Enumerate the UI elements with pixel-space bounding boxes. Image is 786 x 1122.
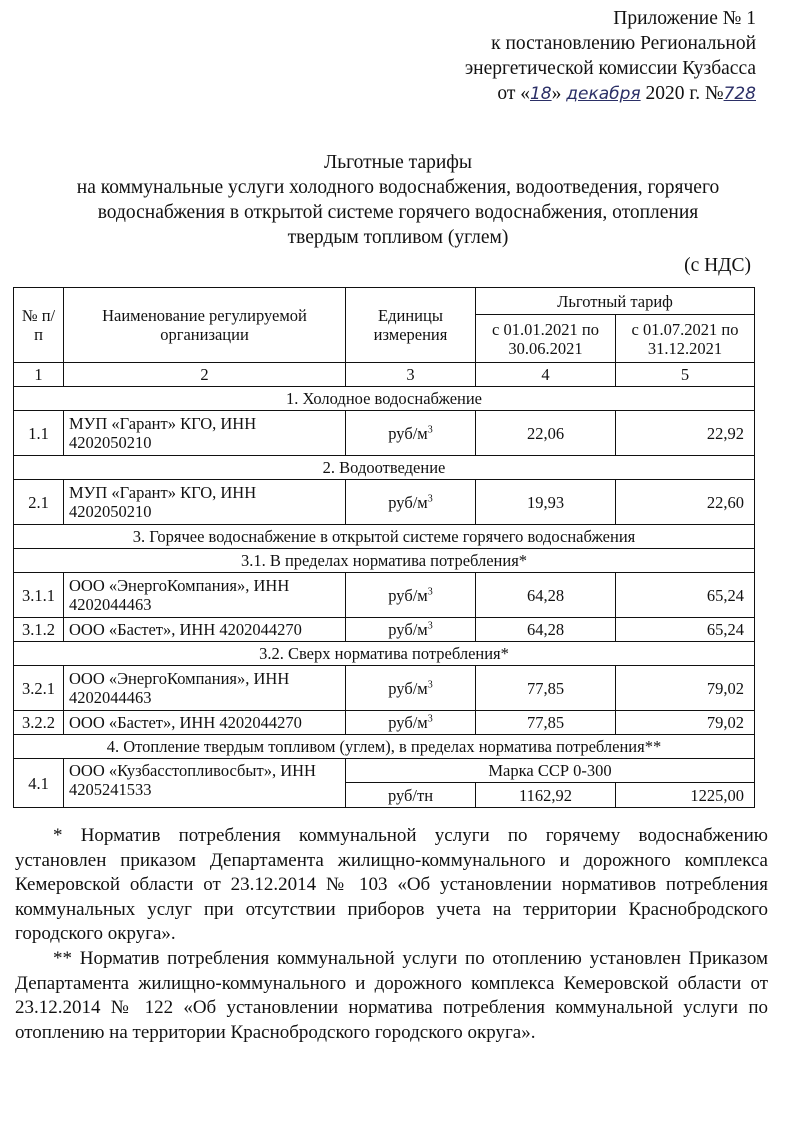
table-row bbox=[14, 711, 755, 735]
section-row bbox=[14, 549, 755, 573]
row-unit: руб/$м^3$ bbox=[346, 573, 476, 618]
row-unit: руб/$м^3$ bbox=[346, 618, 476, 642]
row-tariff-1: 64,28 bbox=[476, 573, 616, 618]
row-org: ООО «ЭнергоКомпания», ИНН 4202044463 bbox=[64, 573, 346, 618]
section-cold-water: 1. Холодное водоснабжение bbox=[14, 387, 755, 411]
title-line-4: твердым топливом (углем) bbox=[287, 227, 509, 248]
section-within-norm: 3.1. В пределах норматива потребления* bbox=[14, 549, 755, 573]
handwritten-number: 728 bbox=[723, 84, 756, 104]
row-tariff-1: 77,85 bbox=[476, 666, 616, 711]
row-tariff-2: 65,24 bbox=[616, 573, 755, 618]
table-row bbox=[14, 480, 755, 525]
row-org: МУП «Гарант» КГО, ИНН 4202050210 bbox=[64, 480, 346, 525]
section-row bbox=[14, 735, 755, 759]
row-tariff-2: 22,92 bbox=[616, 411, 755, 456]
row-tariff-1: 64,28 bbox=[476, 618, 616, 642]
header-tariff: Льготный тариф bbox=[476, 288, 755, 315]
row-unit: руб/тн bbox=[346, 783, 476, 808]
header-period-1: с 01.01.2021 по 30.06.2021 bbox=[476, 315, 616, 363]
date-suffix: 2020 г. № bbox=[640, 83, 724, 104]
row-org: МУП «Гарант» КГО, ИНН 4202050210 bbox=[64, 411, 346, 456]
section-hot-water: 3. Горячее водоснабжение в открытой системе горячего водоснабжения bbox=[14, 525, 755, 549]
row-org: ООО «Бастет», ИНН 4202044270 bbox=[64, 618, 346, 642]
row-tariff-2: 79,02 bbox=[616, 666, 755, 711]
row-tariff-2: 79,02 bbox=[616, 711, 755, 735]
section-row bbox=[14, 642, 755, 666]
tariffs-table bbox=[13, 287, 755, 808]
header-unit: Единицы измерения bbox=[346, 288, 476, 363]
appendix-date-line bbox=[396, 81, 756, 107]
row-org: ООО «Кузбасстопливосбыт», ИНН 4205241533 bbox=[64, 759, 346, 808]
title-line-1: Льготные тарифы bbox=[323, 152, 473, 173]
row-num: 3.1.2 bbox=[14, 618, 64, 642]
appendix-line-1: Приложение № 1 bbox=[613, 8, 756, 29]
row-num: 3.1.1 bbox=[14, 573, 64, 618]
header-num: № п/п bbox=[14, 288, 64, 363]
row-num: 2.1 bbox=[14, 480, 64, 525]
footnotes bbox=[15, 824, 768, 1045]
row-tariff-2: 65,24 bbox=[616, 618, 755, 642]
section-wastewater: 2. Водоотведение bbox=[14, 456, 755, 480]
col-number: 1 bbox=[14, 363, 64, 387]
title-line-3: водоснабжения в открытой системе горячего водоснабжения, отопления bbox=[97, 202, 699, 223]
row-unit: руб/$м^3$ bbox=[346, 711, 476, 735]
document-title bbox=[40, 150, 756, 250]
appendix-header bbox=[396, 6, 756, 107]
table-row bbox=[14, 618, 755, 642]
section-row bbox=[14, 456, 755, 480]
row-unit: руб/$м^3$ bbox=[346, 480, 476, 525]
col-number: 5 bbox=[616, 363, 755, 387]
date-mid: » bbox=[551, 83, 567, 104]
row-num: 3.2.2 bbox=[14, 711, 64, 735]
date-prefix: от « bbox=[497, 83, 530, 104]
row-tariff-1: 1162,92 bbox=[476, 783, 616, 808]
header-period-2: с 01.07.2021 по 31.12.2021 bbox=[616, 315, 755, 363]
col-number: 2 bbox=[64, 363, 346, 387]
table-row bbox=[14, 411, 755, 456]
row-unit: руб/$м^3$ bbox=[346, 666, 476, 711]
row-num: 1.1 bbox=[14, 411, 64, 456]
row-org: ООО «ЭнергоКомпания», ИНН 4202044463 bbox=[64, 666, 346, 711]
row-unit: руб/$м^3$ bbox=[346, 411, 476, 456]
coal-grade: Марка ССР 0-300 bbox=[346, 759, 755, 783]
row-org: ООО «Бастет», ИНН 4202044270 bbox=[64, 711, 346, 735]
col-number: 4 bbox=[476, 363, 616, 387]
table-row bbox=[14, 573, 755, 618]
section-row bbox=[14, 387, 755, 411]
row-tariff-1: 77,85 bbox=[476, 711, 616, 735]
header-org: Наименование регулируемой организации bbox=[64, 288, 346, 363]
section-row bbox=[14, 525, 755, 549]
table-header-row bbox=[14, 288, 755, 315]
title-line-2: на коммунальные услуги холодного водоснабжения, водоотведения, горячего bbox=[76, 177, 720, 198]
row-num: 4.1 bbox=[14, 759, 64, 808]
table-row bbox=[14, 759, 755, 783]
row-tariff-2: 22,60 bbox=[616, 480, 755, 525]
table-row bbox=[14, 666, 755, 711]
vat-note: (с НДС) bbox=[684, 255, 751, 276]
row-tariff-2: 1225,00 bbox=[616, 783, 755, 808]
column-numbers-row bbox=[14, 363, 755, 387]
appendix-line-3: энергетической комиссии Кузбасса bbox=[464, 58, 756, 79]
handwritten-day: 18 bbox=[529, 84, 552, 104]
row-tariff-1: 19,93 bbox=[476, 480, 616, 525]
row-num: 3.2.1 bbox=[14, 666, 64, 711]
col-number: 3 bbox=[346, 363, 476, 387]
section-above-norm: 3.2. Сверх норматива потребления* bbox=[14, 642, 755, 666]
footnote-1: * Норматив потребления коммунальной услуги по горячему водоснабжению установлен приказом Департамента жилищно-коммунального и дорожного комплекса Кемеровской области от 23.12.2014 № 103 «Об установлении нормативов потребления коммунальных услуг при отсутствии приборов учета на территории Краснобродского городского округа». bbox=[15, 825, 768, 945]
footnote-2: ** Норматив потребления коммунальной услуги по отоплению установлен Приказом Департамента жилищно-коммунального и дорожного комплекса Кемеровской области от 23.12.2014 № 122 «Об установлении норматива потребления коммунальной услуги по отоплению на территории Краснобродского городского округа». bbox=[15, 947, 768, 1043]
row-tariff-1: 22,06 bbox=[476, 411, 616, 456]
section-heating: 4. Отопление твердым топливом (углем), в пределах норматива потребления** bbox=[14, 735, 755, 759]
appendix-line-2: к постановлению Региональной bbox=[491, 33, 756, 54]
handwritten-month: декабря bbox=[566, 84, 641, 104]
